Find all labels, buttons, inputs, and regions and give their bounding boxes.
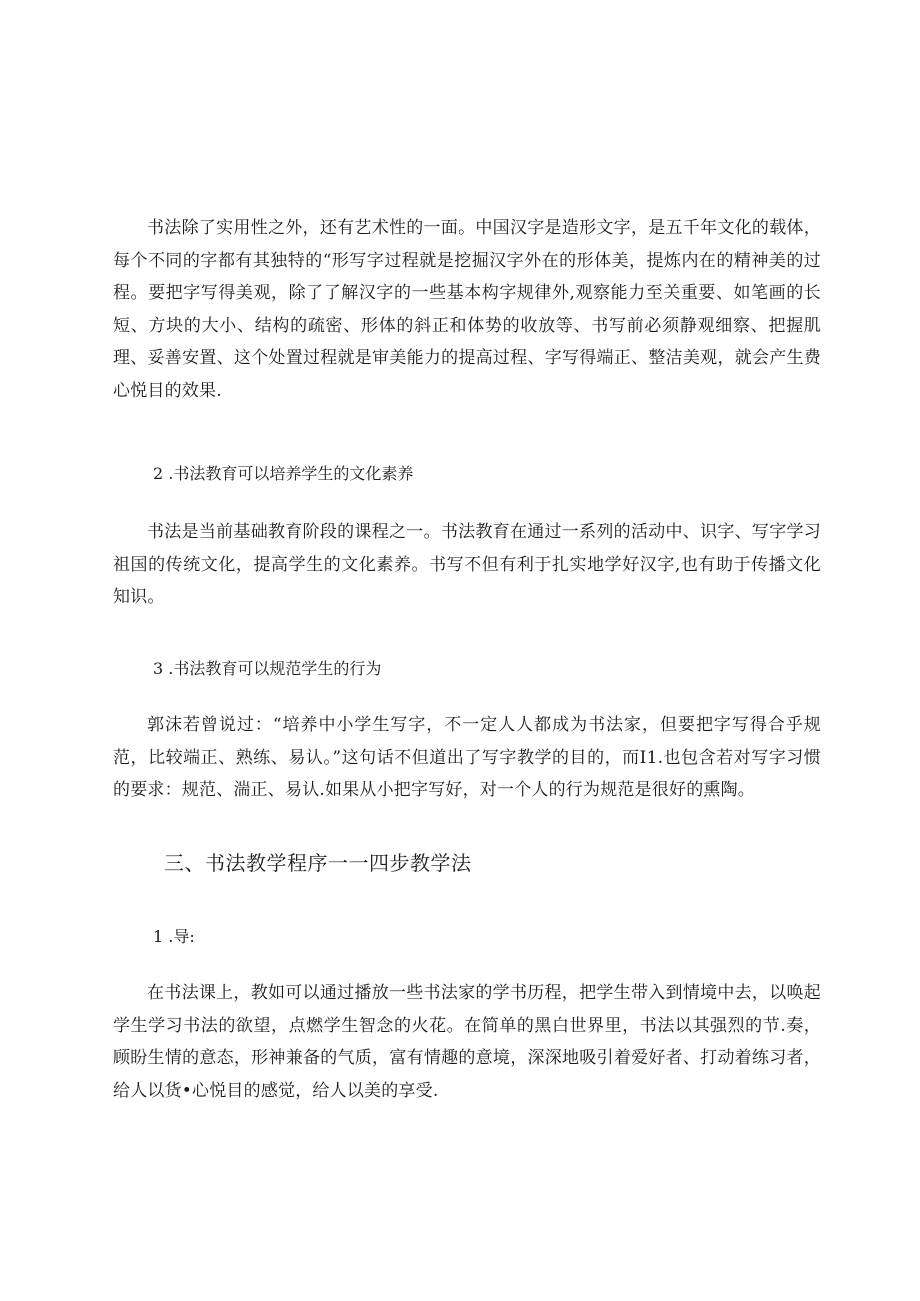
paragraph-culture: 书法是当前基础教育阶段的课程之一。书法教育在通过一系列的活动中、识字、写字学习祖国的传统文化，提高学生的文化素养。书写不但有利于扎实地学好汉字,也有助于传播文化知识。 bbox=[113, 522, 821, 607]
subheading-culture: 2 .书法教育可以培养学生的文化素养 bbox=[153, 464, 414, 483]
paragraph-guide: 在书法课上，教如可以通过播放一些书法家的学书历程，把学生带入到情境中去，以唤起学生学习书法的欲望，点燃学生智念的火花。在简单的黑白世界里，书法以其强烈的节.奏，顾盼生情的意态，形神兼备的气质，富有情趣的意境，深深地吸引着爱好者、打动着练习者，给人以货•心悦目的感觉，给人以美的享受. bbox=[113, 983, 821, 1101]
paragraph-art-aspect: 书法除了实用性之外，还有艺术性的一面。中国汉字是造形文字，是五千年文化的载体，每个不同的字都有其独特的“形写字过程就是挖掘汉字外在的形体美，提炼内在的精神美的过程。要把字写得美观，除了了解汉字的一些基本构字规律外,观察能力至关重要、如笔画的长短、方块的大小、结构的疏密、形体的斜正和体势的收放等、书写前必须静观细察、把握肌理、妥善安置、这个处置过程就是审美能力的提高过程、字写得端正、整洁美观，就会产生费心悦目的效果. bbox=[113, 218, 821, 401]
subheading-behavior: 3 .书法教育可以规范学生的行为 bbox=[153, 659, 382, 678]
paragraph-behavior: 郭沫若曾说过：“培养中小学生写字，不一定人人都成为书法家，但要把字写得合乎规范，比较端正、熟练、易认。”这句话不但道出了写字教学的目的，而I1.也包含若对写字习惯的要求：规范、湍正、易认.如果从小把字写好，对一个人的行为规范是很好的熏陶。 bbox=[113, 715, 821, 800]
section-title: 三、书法教学程序一一四步教学法 bbox=[164, 851, 472, 875]
subheading-guide: 1 .导: bbox=[153, 927, 195, 946]
